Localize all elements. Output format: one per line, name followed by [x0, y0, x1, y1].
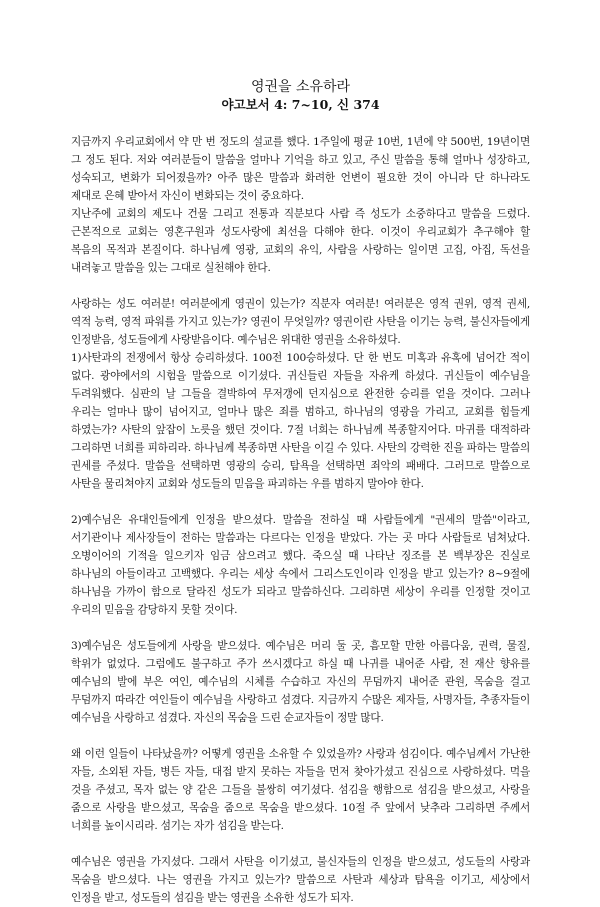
- paragraph-why: 왜 이런 일들이 나타났을까? 어떻게 영권을 소유할 수 있었을까? 사랑과 섬김이다. 예수님께서 가난한 자들, 소외된 자들, 병든 자들, 대접 받지 못하는 자들을 먼저 찾아가셨고 진심으로 사랑하셨다. 먹을 것을 주셨고, 목자 없는 양 같은 그들을 불쌍히 여기셨다. 섬김을 행함으로 섬김을 받으셨고, 사랑을 줌으로 사랑을 받으셨고, 목숨을 줌으로 목숨을 받으셨다. 10절 주 앞에서 낮추라 그리하면 주께서 너희를 높이시리라. 섬기는 자가 섬김을 받는다.: [71, 748, 530, 832]
- paragraph-spiritual-authority: 사랑하는 성도 여러분! 여러분에게 영권이 있는가? 직분자 여러분! 여러분은 영적 권위, 영적 권세, 역적 능력, 영적 파워를 가지고 있는가? 영권이 무엇일까? 영권이란 사탄을 이기는 능력, 불신자들에게 인정받음, 성도들에게 사랑받음이다. 예수님은 위대한 영권을 소유하셨다.: [71, 298, 530, 346]
- paragraph-last-week: 지난주에 교회의 제도나 건물 그리고 전통과 직분보다 사람 즉 성도가 소중하다고 말씀을 드렸다. 근본적으로 교회는 영혼구원과 성도사랑에 최선을 다해야 한다. 이것이 우리교회가 추구해야 할 복음의 목적과 본질이다. 하나님께 영광, 교회의 유익, 사람을 사랑하는 일이면 고집, 아집, 독선을 내려놓고 말씀을 있는 그대로 실천해야 한다.: [71, 208, 530, 274]
- paragraph-point-two: 2)예수님은 유대인들에게 인정을 받으셨다. 말씀을 전하실 때 사람들에게 "권세의 말씀"이라고, 서기관이나 제사장들이 전하는 말씀과는 다르다는 인정을 받았다. 가는 곳 마다 사람들로 넘쳐났다. 오병이어의 기적을 일으키자 임금 삼으려고 했다. 죽으실 때 나타난 징조를 본 백부장은 진실로 하나님의 아들이라고 고백했다. 우리는 세상 속에서 그리스도인이라 인정을 받고 있는가? 8~9절에 하나님을 가까이 함으로 달라진 성도가 되라고 말씀하신다. 그리하면 세상이 우리를 인정할 것이고 우리의 믿음을 감당하지 못할 것이다.: [71, 514, 530, 616]
- paragraph-spacer: [71, 277, 530, 295]
- sermon-title: 영권을 소유하라: [250, 79, 351, 95]
- paragraph-point-three: 3)예수님은 성도들에게 사랑을 받으셨다. 예수님은 머리 둘 곳, 흠모할 만한 아름다움, 권력, 물질, 학위가 없었다. 그럼에도 불구하고 주가 쓰시겠다고 하실 때 나귀를 내어준 사람, 전 재산 향유를 예수님의 발에 부은 여인, 예수님의 시체를 수습하고 자신의 무덤까지 내어준 관원, 목숨을 걸고 무덤까지 따라간 여인들이 예수님을 사랑하고 섬겼다. 지금까지 수많은 제자들, 사명자들, 추종자들이 예수님을 사랑하고 섬겼다. 자신의 목숨을 드린 순교자들이 정말 많다.: [71, 640, 530, 724]
- paragraph-intro: 지금까지 우리교회에서 약 만 번 정도의 설교를 했다. 1주일에 평균 10번, 1년에 약 500번, 19년이면 그 정도 된다. 저와 여러분들이 말씀을 얼마나 기억을 하고 있고, 주신 말씀을 통해 얼마나 성장하고, 성숙되고, 변화가 되어졌을까? 아주 많은 말씀과 화려한 언변이 필요한 것이 아니라 단 하나라도 제대로 은혜 받아서 자신이 변화되는 것이 중요하다.: [71, 136, 530, 202]
- paragraph-spacer: [71, 493, 530, 511]
- paragraph-spacer: [71, 727, 530, 745]
- paragraph-point-one: 1)사탄과의 전쟁에서 항상 승리하셨다. 100전 100승하셨다. 단 한 번도 미혹과 유혹에 넘어간 적이 없다. 광야에서의 시험을 말씀으로 이기셨다. 귀신들린 자들을 자유케 하셨다. 귀신들이 예수님을 두려워했다. 심판의 날 그들을 결박하여 무저갱에 던지심으로 완전한 승리를 얻을 것이다. 그러나 우리는 얼마나 많이 넘어지고, 얼마나 많은 죄를 범하고, 하나님의 영광을 가리고, 교회를 힘들게 하였는가? 사탄의 앞잡이 노릇을 했던 것이다. 7절 너희는 하나님께 복종할지어다. 마귀를 대적하라 그리하면 너희를 피하리라. 하나님께 복종하면 사탄을 이길 수 있다. 사탄의 강력한 진을 파하는 말씀의 권세를 주셨다. 말씀을 선택하면 영광의 승리, 탐욕을 선택하면 죄악의 패배다. 그러므로 말씀으로 사탄을 물리쳐야지 교회와 성도들의 믿음을 파괴하는 우를 범하지 말아야 한다.: [71, 352, 530, 490]
- sermon-body: [71, 133, 530, 907]
- scripture-reference: 야고보서 4: 7~10, 신 374: [221, 97, 380, 112]
- paragraph-spacer: [71, 835, 530, 853]
- paragraph-spacer: [71, 619, 530, 637]
- paragraph-conclusion: 예수님은 영권을 가지셨다. 그래서 사탄을 이기셨고, 불신자들의 인정을 받으셨고, 성도들의 사랑과 목숨을 받으셨다. 나는 영권을 가지고 있는가? 말씀으로 사탄과 세상과 탐욕을 이기고, 세상에서 인정을 받고, 성도들의 섬김을 받는 영권을 소유한 성도가 되자.: [71, 856, 530, 904]
